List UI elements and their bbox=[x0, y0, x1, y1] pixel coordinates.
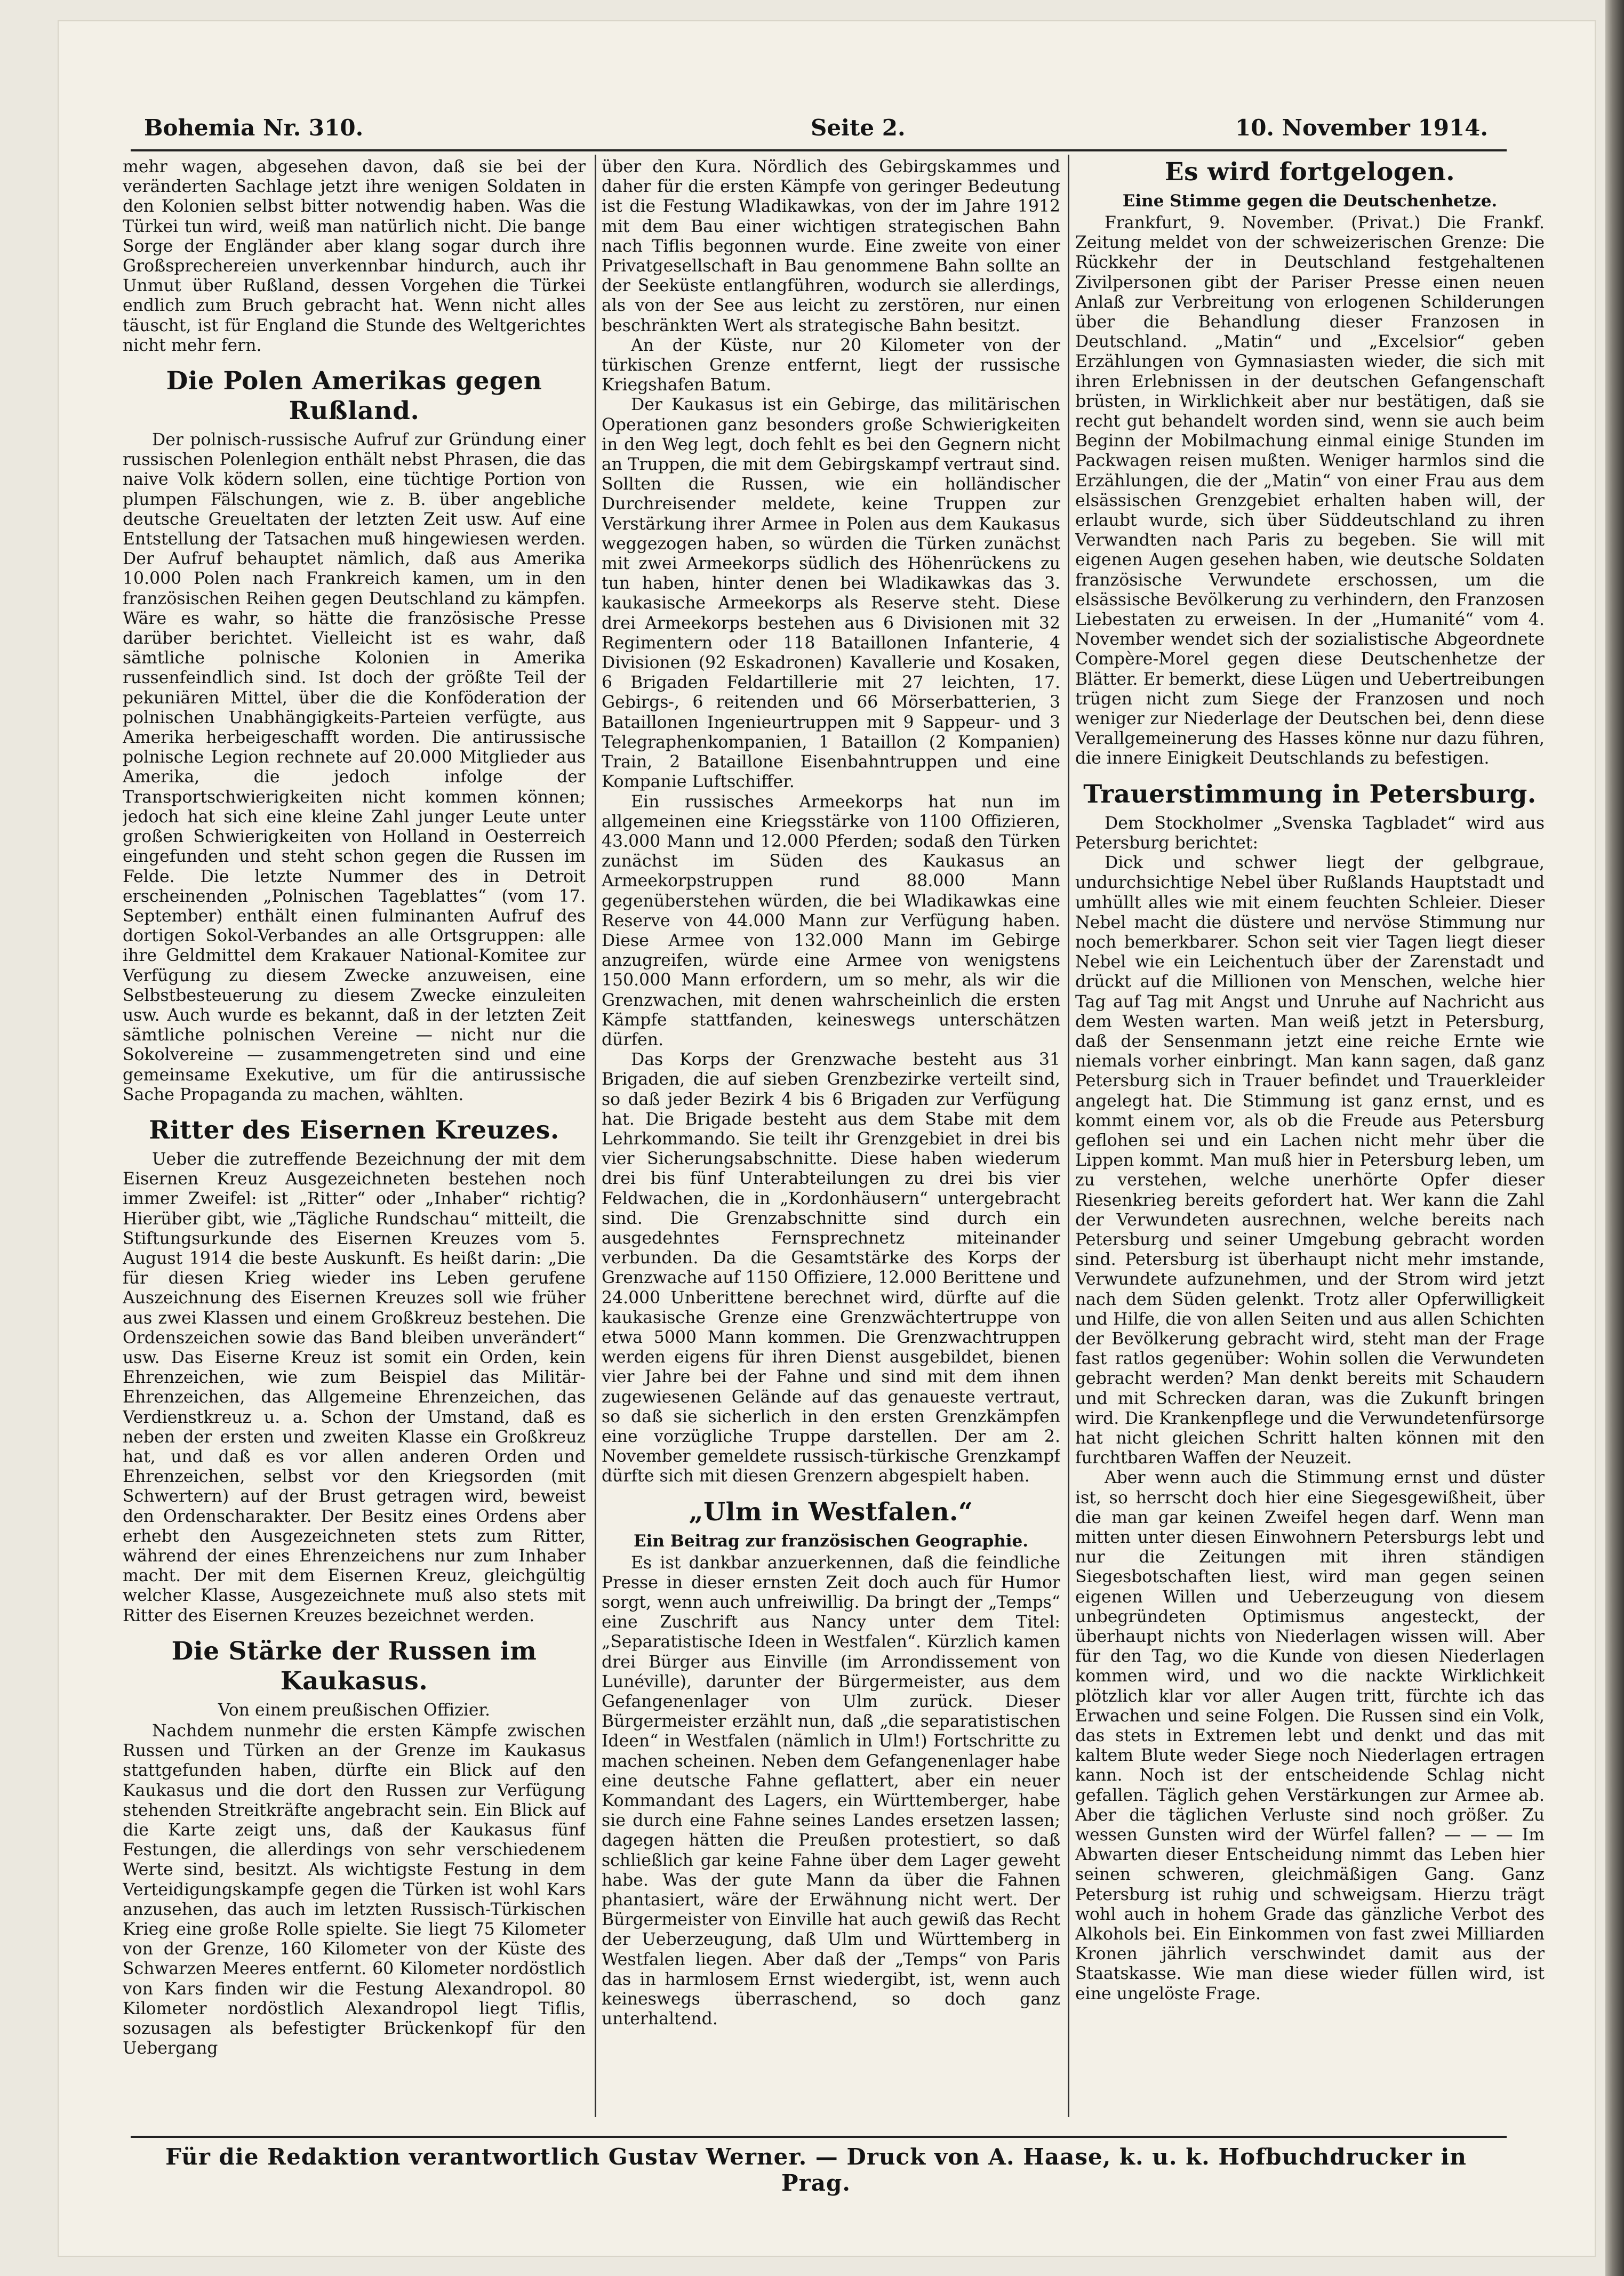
article-paragraph: Der Kaukasus ist ein Gebirge, das militärischen Operationen ganz besonders große Schwierigkeiten in den Weg legt, doch fehlt es bei den Gegnern nicht an Truppen, die mit dem Gebirgskampf vertraut sind. Sollten die Russen, wie ein holländischer Durchreisender meldete, keine Truppen zur Verstärkung ihrer Armee in Polen aus dem Kaukasus weggezogen haben, so würden die Türken zunächst mit zwei Armeekorps südlich des Höhenrückens zu tun haben, hinter denen bei Wladikawkas das 3. kaukasische Armeekorps als Reserve steht. Diese drei Armeekorps bestehen aus 6 Divisionen mit 32 Regimentern oder 118 Bataillonen Infanterie, 4 Divisionen (92 Eskadronen) Kavallerie und Kosaken, 6 Brigaden Feldartillerie mit 27 leichten, 17. Gebirgs-, 6 reitenden und 66 Mörserbatterien, 3 Bataillonen Ingenieurtruppen mit 9 Sappeur- und 3 Telegraphenkompanien, 1 Bataillon (2 Kompanien) Train, 2 Bataillone Eisenbahntruppen und eine Kompanie Luftschiffer. bbox=[602, 395, 1060, 792]
footer-rule bbox=[131, 2136, 1507, 2138]
column-1 bbox=[123, 157, 586, 2120]
header-rule bbox=[131, 149, 1507, 151]
article-title-polen: Die Polen Amerikas gegen Rußland. bbox=[166, 366, 542, 426]
page-header bbox=[133, 115, 1499, 152]
article-paragraph: Das Korps der Grenzwache besteht aus 31 Brigaden, die auf sieben Grenzbezirke verteilt sind, so daß jeder Bezirk 4 bis 6 Brigaden zur Verfügung hat. Die Brigade besteht aus dem Stabe mit dem Lehrkommando. Sie teilt ihr Grenzgebiet in drei bis vier Sicherungsabschnitte. Diese haben wiederum drei bis fünf Unterabteilungen zu drei bis vier Feldwachen, die in „Kordonhäusern“ untergebracht sind. Die Grenzabschnitte sind durch ein ausgedehntes Fernsprechnetz miteinander verbunden. Da die Gesamtstärke des Korps der Grenzwache auf 1150 Offiziere, 12.000 Berittene und 24.000 Unberittene berechnet wird, dürfte auf die kaukasische Grenze eine Grenzwächtertruppe von etwa 5000 Mann kommen. Die Grenzwachtruppen werden eigens für ihren Dienst ausgebildet, bienen vier Jahre bei der Fahne und sind mit dem ihnen zugewiesenen Gelände auf das genaueste vertraut, so daß sie sicherlich in den ersten Grenzkämpfen eine vorzügliche Truppe darstellen. Der am 2. November gemeldete russisch-türkische Grenzkampf dürfte sich mit diesen Grenzern abgespielt haben. bbox=[602, 1050, 1060, 1486]
article-paragraph: über den Kura. Nördlich des Gebirgskammes und daher für die ersten Kämpfe von geringer Bedeutung ist die Festung Wladikawkas, von der im Jahre 1912 mit dem Bau einer wichtigen strategischen Bahn nach Tiflis begonnen wurde. Eine zweite von einer Privatgesellschaft in Bau genommene Bahn sollte an der Seeküste entlangführen, wodurch sie allerdings, als von der See aus leicht zu zerstören, nur einen beschränkten Wert als strategische Bahn besitzt. bbox=[602, 157, 1060, 335]
article-paragraph: Frankfurt, 9. November. (Privat.) Die Frankf. Zeitung meldet von der schweizerischen Grenze: Die Rückkehr der in Deutschland festgehaltenen Zivilpersonen gibt der Pariser Presse einen neuen Anlaß zur Verbreitung von erlogenen Schilderungen über die Behandlung dieser Franzosen in Deutschland. „Matin“ und „Excelsior“ geben Erzählungen von Gymnasiasten wieder, die sich mit ihren Erlebnissen in der deutschen Gefangenschaft brüsten, in Wirklichkeit aber nur bestätigen, daß sie recht gut behandelt worden sind, wenn sie auch beim Beginn der Mobilmachung einmal einige Stunden im Packwagen reisen mußten. Weniger harmlos sind die Erzählungen, die der „Matin“ von einer Frau aus dem elsässischen Grenzgebiet erhalten haben will, der erlaubt wurde, sich über Süddeutschland zu ihren Verwandten nach Paris zu begeben. Sie will mit eigenen Augen gesehen haben, wie deutsche Soldaten französische Verwundete erschossen, um die elsässische Bevölkerung zu verhindern, den Franzosen Liebestaten zu erweisen. In der „Humanité“ vom 4. November wendet sich der sozialistische Abgeordnete Compère-Morel gegen diese Deutschenhetze der Blätter. Er bemerkt, diese Lügen und Uebertreibungen trügen nicht zum Siege der Franzosen und noch weniger zur Niederlage der Deutschen bei, denn diese Verallgemeinerung des Hasses könne nur dazu führen, die innere Einigkeit Deutschlands zu befestigen. bbox=[1075, 213, 1545, 768]
article-paragraph: Es ist dankbar anzuerkennen, daß die feindliche Presse in dieser ernsten Zeit doch auch für Humor sorgt, wenn auch unfreiwillig. Da bringt der „Temps“ eine Zuschrift aus Nancy unter dem Titel: „Separatistische Ideen in Westfalen“. Kürzlich kamen drei Bürger aus Einville (im Arrondissement von Lunéville), darunter der Bürgermeister, aus dem Gefangenenlager von Ulm zurück. Dieser Bürgermeister erzählt nun, daß „die separatistischen Ideen“ in Westfalen (nämlich in Ulm!) Fortschritte zu machen scheinen. Neben dem Gefangenenlager habe eine deutsche Fahne geflattert, aber ein neuer Kommandant des Lagers, ein Württemberger, habe sie durch eine Fahne seines Landes ersetzen lassen; dagegen hätten die Preußen protestiert, so daß schließlich gar keine Fahne über dem Lager geweht habe. Was der gute Mann da über die Fahnen phantasiert, wäre der Erwähnung nicht wert. Der Bürgermeister von Einville hat auch gewiß das Recht der Ueberzeugung, daß Ulm und Württemberg in Westfalen liegen. Aber daß der „Temps“ von Paris das in harmlosem Ernst wiedergibt, ist, wenn auch keineswegs überraschend, so doch ganz unterhaltend. bbox=[602, 1553, 1060, 2029]
issue-date: 10. November 1914. bbox=[1235, 115, 1488, 141]
article-title-ritter: Ritter des Eisernen Kreuzes. bbox=[149, 1115, 559, 1145]
article-subtitle-fortgelogen: Eine Stimme gegen die Deutschenhetze. bbox=[1122, 191, 1498, 211]
article-paragraph: Ueber die zutreffende Bezeichnung der mit dem Eisernen Kreuz Ausgezeichneten bestehen noch immer Zweifel: ist „Ritter“ oder „Inhaber“ richtig? Hierüber gibt, wie „Tägliche Rundschau“ mitteilt, die Stiftungsurkunde des Eisernen Kreuzes vom 5. August 1914 die beste Auskunft. Es heißt darin: „Die für diesen Krieg wieder ins Leben gerufene Auszeichnung des Eisernen Kreuzes soll wie früher aus zwei Klassen und einem Großkreuz bestehen. Die Ordenszeichen sowie das Band bleiben unverändert“ usw. Das Eiserne Kreuz ist somit ein Orden, kein Ehrenzeichen, wie zum Beispiel das Militär-Ehrenzeichen, das Allgemeine Ehrenzeichen, das Verdienstkreuz u. a. Schon der Umstand, daß es neben der ersten und zweiten Klasse ein Großkreuz hat, und daß es vor allen anderen Orden und Ehrenzeichen, selbst vor den Kriegsorden (mit Schwertern) auf der Brust getragen wird, beweist den Ordenscharakter. Der Besitz eines Ordens aber erhebt den Ausgezeichneten stets zum Ritter, während der eines Ehrenzeichens nur zum Inhaber macht. Der mit dem Eisernen Kreuz, gleichgültig welcher Klasse, Ausgezeichnete muß also stets mit Ritter des Eisernen Kreuzes bezeichnet werden. bbox=[123, 1149, 586, 1625]
article-paragraph: Aber wenn auch die Stimmung ernst und düster ist, so herrscht doch hier eine Siegesgewißheit, über die man gar keinen Zweifel hegen darf. Wenn man mitten unter diesen Einwohnern Petersburgs lebt und nur die Zeitungen mit ihren ständigen Siegesbotschaften liest, wird man gegen seinen eigenen Willen und Ueberzeugung von diesem unbegründeten Optimismus angesteckt, der überhaupt nichts von Niederlagen wissen will. Aber für den Tag, wo die Kunde von diesen Niederlagen kommen wird, und wo die nackte Wirklichkeit plötzlich klar vor aller Augen tritt, fürchte ich das Erwachen und seine Folgen. Die Russen sind ein Volk, das stets in Extremen lebt und denkt und das mit kaltem Blute weder Siege noch Niederlagen ertragen kann. Noch ist der entscheidende Schlag nicht gefallen. Täglich gehen Verstärkungen zur Armee ab. Aber die täglichen Verluste sind noch größer. Zu wessen Gunsten wird der Würfel fallen? — — — Im Abwarten dieser Entscheidung nimmt das Leben hier seinen schweren, gleichmäßigen Gang. Ganz Petersburg ist ruhig und schweigsam. Hierzu trägt wohl auch in hohem Grade das gänzliche Verbot des Alkohols bei. Ein Einkommen von fast zwei Milliarden Kronen jährlich verschwindet damit aus der Staatskasse. Wie man diese wieder füllen wird, ist eine ungelöste Frage. bbox=[1075, 1468, 1545, 2003]
column-3 bbox=[1075, 157, 1545, 2120]
publication-issue: Bohemia Nr. 310. bbox=[144, 115, 364, 141]
article-paragraph: An der Küste, nur 20 Kilometer von der türkischen Grenze entfernt, liegt der russische Kriegshafen Batum. bbox=[602, 335, 1060, 395]
article-byline: Von einem preußischen Offizier. bbox=[218, 1700, 491, 1720]
page-number: Seite 2. bbox=[811, 115, 906, 141]
column-rule-1 bbox=[595, 155, 596, 2117]
article-title-fortgelogen: Es wird fortgelogen. bbox=[1164, 157, 1455, 187]
article-paragraph: Nachdem nunmehr die ersten Kämpfe zwischen Russen und Türken an der Grenze im Kaukasus stattgefunden haben, dürfte ein Blick auf den Kaukasus und die dort den Russen zur Verfügung stehenden Streitkräfte angebracht sein. Ein Blick auf die Karte zeigt uns, daß der Kaukasus fünf Festungen, die allerdings von sehr verschiedenem Werte sind, besitzt. Als wichtigste Festung in dem Verteidigungskampfe gegen die Türken ist wohl Kars anzusehen, das auch im letzten Russisch-Türkischen Krieg eine große Rolle spielte. Sie liegt 75 Kilometer von der Grenze, 160 Kilometer von der Küste des Schwarzen Meeres entfernt. 60 Kilometer nordöstlich von Kars finden wir die Festung Alexandropol. 80 Kilometer nordöstlich Alexandropol liegt Tiflis, sozusagen als befestigter Brückenkopf für den Uebergang bbox=[123, 1721, 586, 2058]
continued-article-text: mehr wagen, abgesehen davon, daß sie bei der veränderten Sachlage jetzt ihre wenigen Soldaten in den Kolonien selbst bitter notwendig haben. Was die Türkei tun wird, weiß man natürlich nicht. Die bange Sorge der Engländer aber klang sogar durch ihre Großsprechereien unverkennbar hindurch, auch ihr Unmut über Rußland, dessen Vorgehen die Türkei endlich zum Bruch gebracht hat. Wenn nicht alles täuscht, ist für England die Stunde des Weltgerichtes nicht mehr fern. bbox=[123, 157, 586, 355]
article-title-kaukasus: Die Stärke der Russen im Kaukasus. bbox=[171, 1636, 537, 1696]
article-paragraph: Dick und schwer liegt der gelbgraue, undurchsichtige Nebel über Rußlands Hauptstadt und umhüllt alles wie mit einem feuchten Schleier. Dieser Nebel macht die düstere und nervöse Stimmung nur noch bemerkbarer. Schon seit vier Tagen liegt dieser Nebel wie ein Leichentuch über der Zarenstadt und drückt auf die Millionen von Menschen, welche hier Tag auf Tag mit Angst und Unruhe auf Nachricht aus dem Westen warten. Man weiß jetzt in Petersburg, daß der Sensenmann jetzt eine reiche Ernte wie niemals vorher einbringt. Man kann sagen, daß ganz Petersburg sich in Trauer befindet und Trauerkleider angelegt hat. Die Stimmung ist ganz ernst, und es kommt einem vor, als ob die Freude aus Petersburg geflohen sei und ein Lachen nicht mehr über die Lippen kommt. Man muß hier in Petersburg leben, um zu verstehen, welche unerhörte Opfer dieser Riesenkrieg bereits gefordert hat. Wer kann die Zahl der Verwundeten ausrechnen, welche bereits nach Petersburg und seiner Umgebung gebracht worden sind. Petersburg ist überhaupt nicht mehr imstande, Verwundete aufzunehmen, und der Strom wird jetzt nach dem Süden gelenkt. Trotz aller Opferwilligkeit und Hilfe, die von allen Seiten und aus allen Schichten der Bevölkerung gebracht wird, steht man der Frage fast ratlos gegenüber: Wohin sollen die Verwundeten gebracht werden? Man denkt bereits mit Schaudern und mit Schrecken daran, was die Zukunft bringen wird. Die Krankenpflege und die Verwundetenfürsorge hat nicht gleichen Schritt halten können mit den furchtbaren Waffen der Neuzeit. bbox=[1075, 853, 1545, 1468]
article-subtitle-ulm: Ein Beitrag zur französischen Geographie. bbox=[633, 1531, 1029, 1551]
article-paragraph: Ein russisches Armeekorps hat nun im allgemeinen eine Kriegsstärke von 1100 Offizieren, 43.000 Mann und 12.000 Pferden; sodaß den Türken zunächst im Süden des Kaukasus an Armeekorpstruppen rund 88.000 Mann gegenüberstehen würden, die bei Wladikawkas eine Reserve von 44.000 Mann zur Verfügung haben. Diese Armee von 132.000 Mann im Gebirge anzugreifen, würde eine Armee von wenigstens 150.000 Mann erfordern, um so mehr, als wir die Grenzwachen, mit denen wahrscheinlich die ersten Kämpfe stattfanden, keineswegs unterschätzen dürfen. bbox=[602, 792, 1060, 1049]
article-paragraph: Der polnisch-russische Aufruf zur Gründung einer russischen Polenlegion enthält nebst Phrasen, die das naive Volk ködern sollen, eine tüchtige Portion von plumpen Fälschungen, wie z. B. über angebliche deutsche Greueltaten der letzten Zeit usw. Auf eine Entstellung der Tatsachen muß hingewiesen werden. Der Aufruf behauptet nämlich, daß aus Amerika 10.000 Polen nach Frankreich kamen, um in den französischen Reihen gegen Deutschland zu kämpfen. Wäre es wahr, so hätte die französische Presse darüber berichtet. Vielleicht ist es wahr, daß sämtliche polnische Kolonien in Amerika russenfeindlich sind. Ist doch der größte Teil der pekuniären Mittel, über die die Konföderation der polnischen Unabhängigkeits-Parteien verfügte, aus Amerika herbeigeschafft worden. Die antirussische polnische Legion rechnete auf 20.000 Mitglieder aus Amerika, die jedoch infolge der Transportschwierigkeiten nicht kommen können; jedoch hat sich eine kleine Zahl junger Leute unter großen Schwierigkeiten von Holland in Oesterreich eingefunden und steht schon gegen die Russen im Felde. Die letzte Nummer des in Detroit erscheinenden „Polnischen Tageblattes“ (vom 17. September) enthält einen fulminanten Aufruf des dortigen Sokol-Verbandes an alle Ortsgruppen: alle ihre Geldmittel dem Krakauer National-Komitee zur Verfügung zu diesem Zwecke anzuweisen, eine Selbstbesteuerung zu diesem Zwecke einzuleiten usw. Auch wurde es bekannt, daß in der letzten Zeit sämtliche polnischen Vereine — nicht nur die Sokolvereine — zusammengetreten sind und eine gemeinsame Exekutive, um für die antirussische Sache Propaganda zu machen, wählten. bbox=[123, 430, 586, 1104]
imprint-footer: Für die Redaktion verantwortlich Gustav Werner. — Druck von A. Haase, k. u. k. Hofbuchdrucker in Prag. bbox=[165, 2144, 1467, 2196]
article-title-petersburg: Trauerstimmung in Petersburg. bbox=[1083, 779, 1537, 809]
article-title-ulm: „Ulm in Westfalen.“ bbox=[689, 1497, 973, 1527]
article-paragraph: Dem Stockholmer „Svenska Tagbladet“ wird aus Petersburg berichtet: bbox=[1075, 813, 1545, 853]
column-rule-2 bbox=[1068, 155, 1069, 2117]
page-binding-edge bbox=[1605, 0, 1624, 2276]
column-2 bbox=[602, 157, 1060, 2120]
